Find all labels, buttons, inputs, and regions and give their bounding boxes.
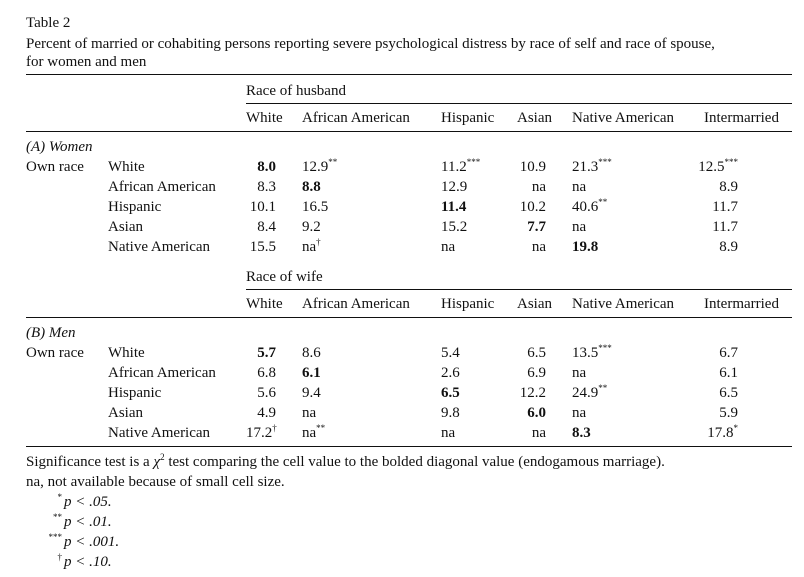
cell-white [246, 238, 276, 256]
cell-value: 6.7 [719, 345, 738, 361]
cell-intermarried [690, 384, 738, 402]
cell-asian [510, 424, 546, 442]
cell-hispanic [441, 158, 489, 176]
cell-value: 6.0 [527, 405, 546, 421]
cell-value: 21.3 [572, 159, 599, 175]
cell-value: 12.9 [441, 179, 468, 195]
cell-value: 13.5 [572, 345, 599, 361]
significance-mark: *** [598, 157, 612, 167]
cell-value: 5.7 [257, 345, 276, 361]
cell-value: na [531, 239, 546, 255]
cell-african-american [302, 404, 350, 422]
cell-value: 8.9 [719, 239, 738, 255]
cell-white [246, 404, 276, 422]
cell-value: 8.0 [257, 159, 276, 175]
cell-value: 15.5 [249, 239, 276, 255]
cell-value: 24.9 [572, 385, 599, 401]
cell-value: na [572, 405, 587, 421]
cell-native-american [572, 404, 624, 422]
cell-value: na [572, 219, 587, 235]
cell-african-american [302, 178, 350, 196]
cell-value: 11.7 [712, 219, 738, 235]
row-label: White [108, 345, 145, 361]
cell-native-american [572, 344, 624, 362]
cell-value: na [302, 405, 317, 421]
cell-native-american [572, 238, 624, 256]
cell-hispanic [441, 198, 489, 216]
sig-text: p < .001. [64, 534, 120, 550]
cell-value: 10.9 [519, 159, 546, 175]
cell-native-american [572, 178, 624, 196]
cell-native-american [572, 158, 624, 176]
caption-line-1: Percent of married or cohabiting persons reporting severe psychological distress by race of self and race of spouse, [26, 36, 715, 52]
col-header-african-american: African American [302, 296, 410, 312]
cell-value: 16.5 [302, 199, 329, 215]
cell-african-american [302, 158, 350, 176]
cell-hispanic [441, 424, 489, 442]
col-header-intermarried: Intermarried [704, 110, 779, 126]
section-men: (B) Men [26, 325, 76, 341]
note-line1-pre: Significance test is a [26, 454, 154, 470]
row-label: African American [108, 365, 216, 381]
cell-value: 8.3 [257, 179, 276, 195]
col-header-asian: Asian [517, 296, 552, 312]
row-label: Native American [108, 239, 211, 255]
cell-value: 8.3 [572, 425, 591, 441]
cell-african-american [302, 344, 350, 362]
cell-white [246, 198, 276, 216]
women-spanner: Race of husband [246, 83, 346, 99]
cell-native-american [572, 218, 624, 236]
significance-mark: ** [328, 157, 338, 167]
cell-value: 6.8 [257, 365, 276, 381]
cell-value: na [441, 425, 456, 441]
cell-african-american [302, 198, 350, 216]
cell-value: 11.4 [441, 199, 467, 215]
cell-value: 8.8 [302, 179, 321, 195]
table-label: Table 2 [26, 15, 71, 31]
women-header-rule [26, 131, 792, 132]
significance-mark: *** [724, 157, 738, 167]
section-women: (A) Women [26, 139, 93, 155]
cell-value: 8.6 [302, 345, 321, 361]
sig-note: ** p < .01. [53, 512, 112, 530]
caption-line-2: for women and men [26, 54, 147, 70]
cell-value: 12.9 [302, 159, 329, 175]
significance-mark: ** [598, 383, 608, 393]
sig-text: p < .01. [64, 514, 112, 530]
significance-mark: † [316, 237, 321, 247]
cell-value: na [531, 425, 546, 441]
cell-value: 4.9 [257, 405, 276, 421]
men-header-rule [26, 317, 792, 318]
cell-value: 19.8 [572, 239, 599, 255]
own-race-men: Own race [26, 345, 84, 361]
cell-value: 6.5 [719, 385, 738, 401]
note-line1-post: test comparing the cell value to the bolded diagonal value (endogamous marriage). [164, 454, 665, 470]
cell-white [246, 364, 276, 382]
cell-intermarried [690, 198, 738, 216]
cell-hispanic [441, 384, 489, 402]
cell-asian [510, 364, 546, 382]
cell-white [246, 344, 276, 362]
sig-note: *** p < .001. [48, 532, 120, 550]
cell-value: 8.9 [719, 179, 738, 195]
cell-hispanic [441, 344, 489, 362]
cell-white [246, 178, 276, 196]
row-label: Hispanic [108, 199, 162, 215]
cell-white [246, 158, 276, 176]
cell-value: 12.2 [519, 385, 546, 401]
cell-intermarried [690, 178, 738, 196]
cell-value: 17.8 [707, 425, 734, 441]
cell-asian [510, 404, 546, 422]
sig-note: * p < .05. [57, 492, 112, 510]
men-spanner: Race of wife [246, 269, 323, 285]
cell-value: 6.1 [719, 365, 738, 381]
cell-value: na [441, 239, 456, 255]
cell-native-american [572, 198, 624, 216]
significance-mark: *** [598, 343, 612, 353]
significance-mark: † [272, 423, 277, 433]
col-header-asian: Asian [517, 110, 552, 126]
cell-value: 2.6 [441, 365, 460, 381]
cell-value: 5.9 [719, 405, 738, 421]
cell-hispanic [441, 404, 489, 422]
col-header-hispanic: Hispanic [441, 296, 495, 312]
cell-value: na [302, 425, 317, 441]
cell-value: 15.2 [441, 219, 468, 235]
cell-african-american [302, 238, 350, 256]
cell-value: 6.5 [441, 385, 460, 401]
row-label: Asian [108, 219, 143, 235]
cell-value: 17.2 [246, 425, 273, 441]
cell-asian [510, 178, 546, 196]
cell-african-american [302, 424, 350, 442]
note-significance [26, 453, 665, 471]
cell-value: 5.4 [441, 345, 460, 361]
cell-value: na [572, 179, 587, 195]
sig-note: † p < .10. [57, 552, 112, 570]
bottom-rule [26, 446, 792, 447]
cell-intermarried [690, 238, 738, 256]
cell-value: 11.2 [441, 159, 467, 175]
significance-mark: *** [466, 157, 481, 167]
cell-asian [510, 218, 546, 236]
cell-value: 40.6 [572, 199, 599, 215]
cell-asian [510, 384, 546, 402]
sig-text: p < .05. [64, 494, 112, 510]
cell-value: 9.4 [302, 385, 321, 401]
cell-white [246, 424, 276, 442]
row-label: Native American [108, 425, 211, 441]
cell-intermarried [690, 344, 738, 362]
cell-intermarried [690, 218, 738, 236]
cell-white [246, 218, 276, 236]
cell-value: 7.7 [527, 219, 546, 235]
significance-mark: * [733, 423, 738, 433]
col-header-hispanic: Hispanic [441, 110, 495, 126]
cell-intermarried [690, 158, 738, 176]
cell-asian [510, 158, 546, 176]
cell-value: 12.5 [698, 159, 725, 175]
cell-asian [510, 238, 546, 256]
col-header-white: White [246, 296, 283, 312]
cell-hispanic [441, 178, 489, 196]
cell-value: 6.1 [302, 365, 321, 381]
cell-value: 8.4 [257, 219, 276, 235]
cell-value: na [572, 365, 587, 381]
chi-superscript: 2 [160, 452, 165, 462]
men-spanner-rule [246, 289, 792, 290]
cell-value: 10.2 [519, 199, 546, 215]
significance-mark: ** [598, 197, 608, 207]
col-header-native-american: Native American [572, 110, 675, 126]
note-na: na, not available because of small cell size. [26, 474, 285, 490]
cell-asian [510, 198, 546, 216]
cell-value: 5.6 [257, 385, 276, 401]
cell-african-american [302, 218, 350, 236]
significance-mark: ** [316, 423, 326, 433]
women-spanner-rule [246, 103, 792, 104]
row-label: Asian [108, 405, 143, 421]
cell-asian [510, 344, 546, 362]
row-label: White [108, 159, 145, 175]
cell-value: na [302, 239, 317, 255]
cell-native-american [572, 384, 624, 402]
cell-intermarried [690, 364, 738, 382]
chi-symbol: χ [153, 454, 161, 470]
cell-value: na [531, 179, 546, 195]
cell-native-american [572, 424, 624, 442]
cell-value: 10.1 [249, 199, 276, 215]
cell-hispanic [441, 364, 489, 382]
cell-intermarried [690, 404, 738, 422]
cell-value: 11.7 [712, 199, 738, 215]
top-rule [26, 74, 792, 75]
col-header-intermarried: Intermarried [704, 296, 779, 312]
col-header-african-american: African American [302, 110, 410, 126]
row-label: African American [108, 179, 216, 195]
cell-value: 9.8 [441, 405, 460, 421]
cell-hispanic [441, 218, 489, 236]
cell-value: 6.9 [527, 365, 546, 381]
cell-value: 6.5 [527, 345, 546, 361]
cell-hispanic [441, 238, 489, 256]
cell-intermarried [690, 424, 738, 442]
row-label: Hispanic [108, 385, 162, 401]
cell-value: 9.2 [302, 219, 321, 235]
cell-native-american [572, 364, 624, 382]
own-race-women: Own race [26, 159, 84, 175]
cell-white [246, 384, 276, 402]
col-header-native-american: Native American [572, 296, 675, 312]
cell-african-american [302, 364, 350, 382]
cell-african-american [302, 384, 350, 402]
col-header-white: White [246, 110, 283, 126]
sig-text: p < .10. [64, 554, 112, 570]
